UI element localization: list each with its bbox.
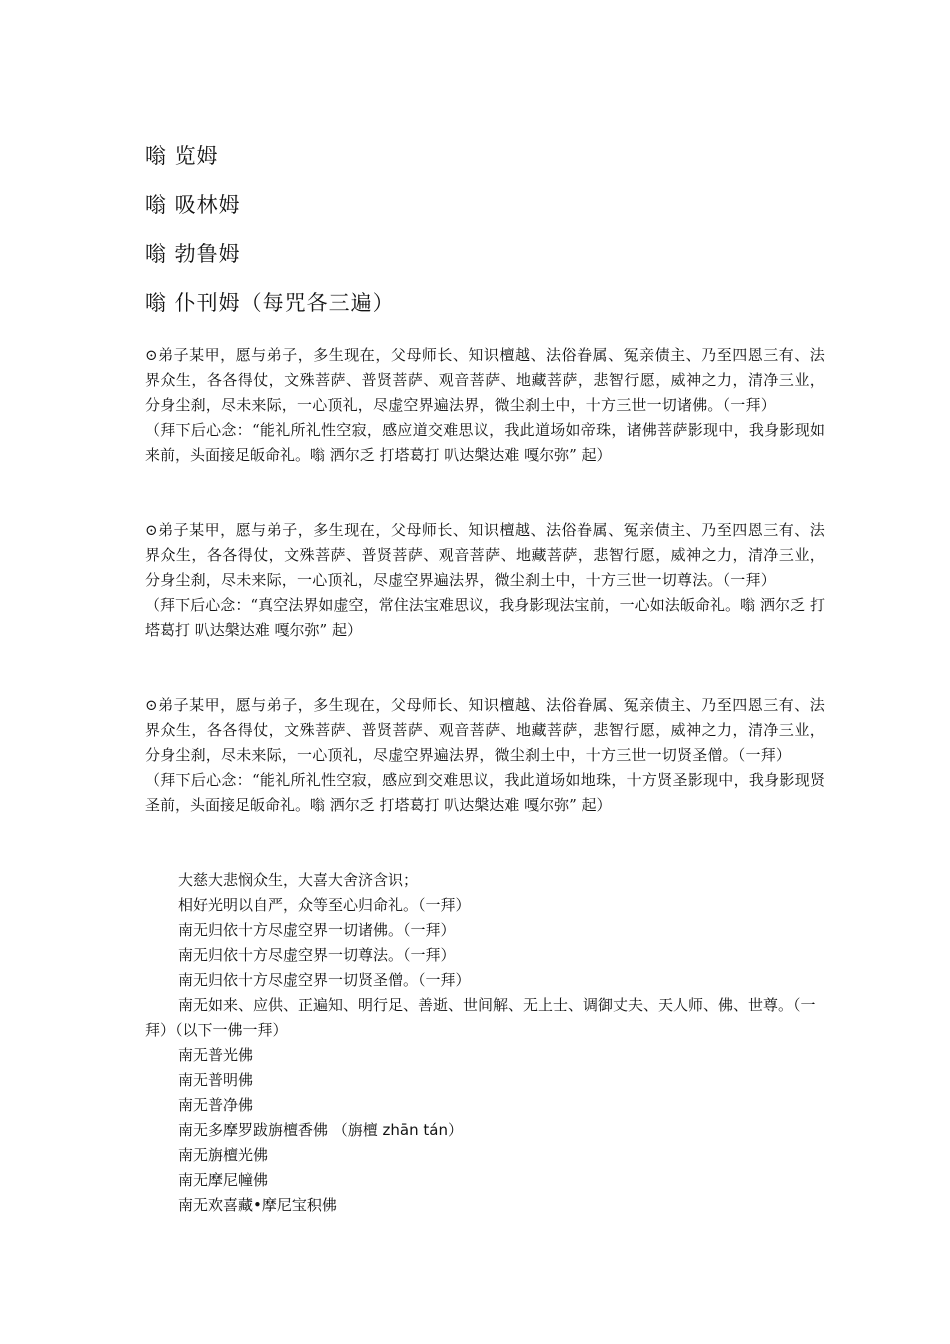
mantra-line: 嗡 览姆 (145, 144, 219, 168)
buddha-name-line: 南无旃檀光佛 (178, 1146, 269, 1164)
mantra-line: 嗡 勃鲁姆 (145, 242, 241, 266)
homage-verse-line: 大慈大悲悯众生，大喜大舍济含识； (178, 871, 419, 889)
buddha-titles-line: 南无如来、应供、正遍知、明行足、善逝、世间解、无上士、调御丈夫、天人师、佛、世尊。（一拜）（以下一佛一拜） (145, 996, 816, 1039)
buddha-name-line: 南无普净佛 (178, 1096, 254, 1114)
prostration-section-dharma (145, 518, 825, 643)
buddha-name-line: 南无普光佛 (178, 1046, 254, 1064)
contemplation-note: （拜下后心念：“能礼所礼性空寂，感应到交难思议，我此道场如地珠，十方贤圣影现中，我身影现贤圣前，头面接足皈命礼。嗡 洒尔乏 打塔葛打 叭达槃达难 嘎尔弥” 起） (145, 771, 825, 814)
prostration-section-sangha (145, 693, 825, 818)
prostration-text: ⊙弟子某甲，愿与弟子，多生现在，父母师长、知识檀越、法俗眷属、冤亲债主、乃至四恩三有、法界众生，各各得仗，文殊菩萨、普贤菩萨、观音菩萨、地藏菩萨，悲智行愿，威神之力，清净三业，分身尘刹，尽未来际，一心顶礼，尽虚空界遍法界，微尘刹土中，十方三世一切贤圣僧。（一拜） (145, 696, 825, 764)
contemplation-note: （拜下后心念：“能礼所礼性空寂，感应道交难思议，我此道场如帝珠，诸佛菩萨影现中，我身影现如来前，头面接足皈命礼。嗡 洒尔乏 打塔葛打 叭达槃达难 嘎尔弥” 起） (145, 421, 825, 464)
prostration-text: ⊙弟子某甲，愿与弟子，多生现在，父母师长、知识檀越、法俗眷属、冤亲债主、乃至四恩三有、法界众生，各各得仗，文殊菩萨、普贤菩萨、观音菩萨、地藏菩萨，悲智行愿，威神之力，清净三业，分身尘刹，尽未来际，一心顶礼，尽虚空界遍法界，微尘刹土中，十方三世一切尊法。（一拜） (145, 521, 825, 589)
refuge-line: 南无归依十方尽虚空界一切诸佛。（一拜） (178, 921, 456, 939)
buddha-name-text: 南无多摩罗跋旃檀香佛 （旃檀 (178, 1121, 383, 1139)
prostration-text: ⊙弟子某甲，愿与弟子，多生现在，父母师长、知识檀越、法俗眷属、冤亲债主、乃至四恩三有、法界众生，各各得仗，文殊菩萨、普贤菩萨、观音菩萨、地藏菩萨，悲智行愿，威神之力，清净三业，分身尘刹，尽未来际，一心顶礼，尽虚空界遍法界，微尘刹土中，十方三世一切诸佛。（一拜） (145, 346, 825, 414)
mantra-list (145, 132, 845, 328)
homage-section (145, 868, 835, 1218)
refuge-line: 南无归依十方尽虚空界一切尊法。（一拜） (178, 946, 456, 964)
buddha-name-line: 南无普明佛 (178, 1071, 254, 1089)
prostration-section-buddha (145, 343, 825, 468)
mantra-line: 嗡 仆刊姆（每咒各三遍） (145, 291, 395, 315)
buddha-name-line: 南无欢喜藏•摩尼宝积佛 (178, 1196, 337, 1214)
pinyin-annotation: zhān tán (382, 1121, 448, 1139)
buddha-name-line-with-pinyin (145, 1118, 835, 1143)
refuge-line: 南无归依十方尽虚空界一切贤圣僧。（一拜） (178, 971, 471, 989)
homage-verse-line: 相好光明以自严，众等至心归命礼。（一拜） (178, 896, 471, 914)
mantra-line: 嗡 吸林姆 (145, 193, 241, 217)
contemplation-note: （拜下后心念：“真空法界如虚空，常住法宝难思议，我身影现法宝前，一心如法皈命礼。嗡 洒尔乏 打塔葛打 叭达槃达难 嘎尔弥” 起） (145, 596, 825, 639)
pinyin-close-paren: ） (447, 1121, 463, 1139)
buddha-name-line: 南无摩尼幢佛 (178, 1171, 269, 1189)
